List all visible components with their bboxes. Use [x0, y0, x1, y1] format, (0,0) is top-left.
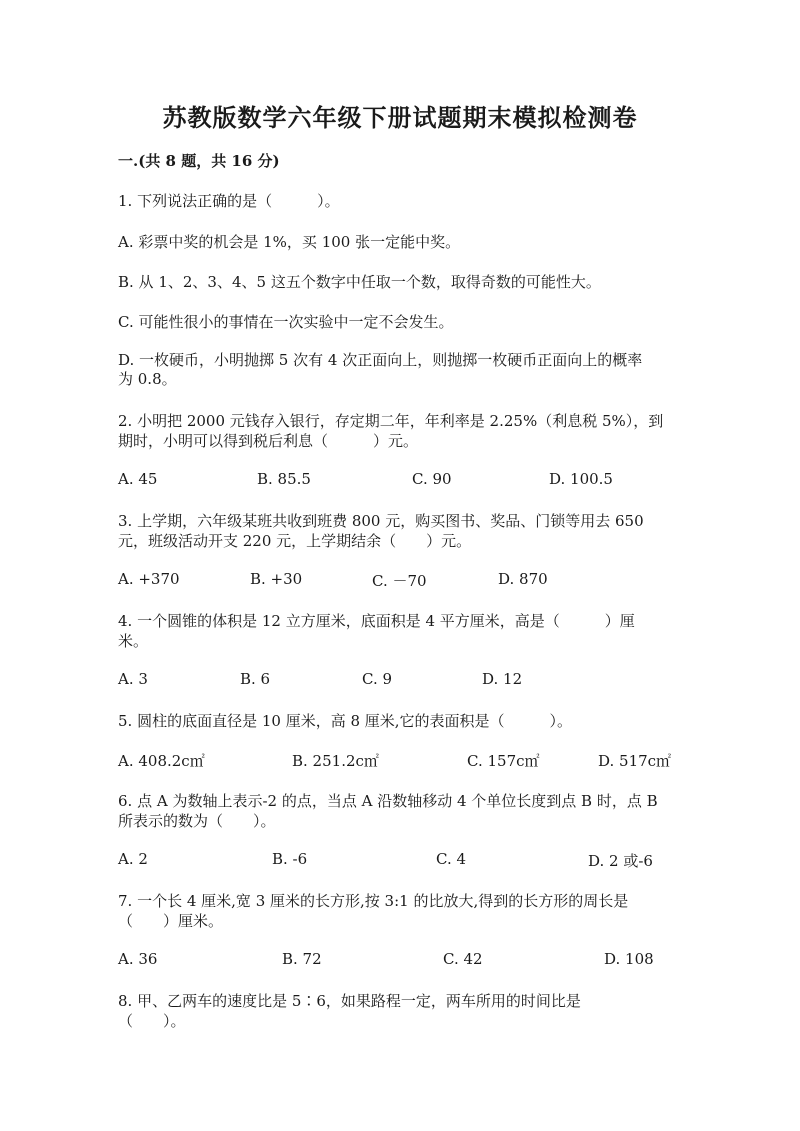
question-6-option-a: A. 2: [118, 850, 148, 868]
question-2-option-b: B. 85.5: [257, 470, 311, 488]
question-1-option-d-cont: 为 0.8。: [118, 370, 177, 388]
question-1-text: 1. 下列说法正确的是（ ）。: [118, 192, 340, 210]
question-4-option-b: B. 6: [240, 670, 271, 688]
question-6-text-line2: 所表示的数为（ ）。: [118, 812, 276, 830]
question-3-option-d: D. 870: [498, 570, 548, 588]
question-4-option-c: C. 9: [362, 670, 393, 688]
question-6-option-d: D. 2 或-6: [588, 852, 653, 870]
question-4-option-a: A. 3: [118, 670, 148, 688]
question-2-option-a: A. 45: [118, 470, 158, 488]
question-2-option-c: C. 90: [412, 470, 452, 488]
question-3-option-a: A. +370: [118, 570, 180, 588]
question-4-option-d: D. 12: [482, 670, 523, 688]
question-1-option-b: B. 从 1、2、3、4、5 这五个数字中任取一个数，取得奇数的可能性大。: [118, 273, 601, 291]
question-7-option-d: D. 108: [604, 950, 654, 968]
question-5-option-a: A. 408.2c㎡: [118, 752, 205, 770]
question-7-text-line1: 7. 一个长 4 厘米,宽 3 厘米的长方形,按 3:1 的比放大,得到的长方形的周长是: [118, 892, 629, 910]
question-7-text-line2: （ ）厘米。: [118, 912, 224, 930]
question-8-text-line2: （ ）。: [118, 1012, 186, 1030]
question-5-option-d: D. 517c㎡: [598, 752, 672, 770]
question-8-text-line1: 8. 甲、乙两车的速度比是 5∶6，如果路程一定，两车所用的时间比是: [118, 992, 581, 1010]
question-6-option-c: C. 4: [436, 850, 467, 868]
question-3-text-line2: 元，班级活动开支 220 元，上学期结余（ ）元。: [118, 532, 472, 550]
question-7-option-b: B. 72: [282, 950, 322, 968]
question-2-text-line1: 2. 小明把 2000 元钱存入银行，存定期二年，年利率是 2.25%（利息税 5%），到: [118, 412, 664, 430]
question-4-text-line1: 4. 一个圆锥的体积是 12 立方厘米，底面积是 4 平方厘米，高是（ ）厘: [118, 612, 635, 630]
page-title: 苏教版数学六年级下册试题期末模拟检测卷: [162, 103, 638, 132]
question-7-option-c: C. 42: [443, 950, 483, 968]
question-4-text-line2: 米。: [118, 632, 149, 650]
question-7-option-a: A. 36: [118, 950, 158, 968]
question-3-text-line1: 3. 上学期，六年级某班共收到班费 800 元，购买图书、奖品、门锁等用去 650: [118, 512, 644, 530]
question-3-option-c: C. －70: [372, 572, 427, 590]
question-1-option-a: A. 彩票中奖的机会是 1%，买 100 张一定能中奖。: [118, 233, 461, 251]
question-1-option-c: C. 可能性很小的事情在一次实验中一定不会发生。: [118, 313, 454, 331]
question-5-option-c: C. 157c㎡: [467, 752, 540, 770]
section-heading: 一.(共 8 题，共 16 分): [118, 152, 280, 170]
question-3-option-b: B. +30: [250, 570, 303, 588]
question-5-text: 5. 圆柱的底面直径是 10 厘米，高 8 厘米,它的表面积是（ ）。: [118, 712, 573, 730]
question-6-option-b: B. -6: [272, 850, 308, 868]
question-6-text-line1: 6. 点 A 为数轴上表示-2 的点，当点 A 沿数轴移动 4 个单位长度到点 B 时，点 B: [118, 792, 658, 810]
question-2-text-line2: 期时，小明可以得到税后利息（ ）元。: [118, 432, 419, 450]
question-2-option-d: D. 100.5: [549, 470, 613, 488]
question-5-option-b: B. 251.2c㎡: [292, 752, 379, 770]
question-1-option-d: D. 一枚硬币，小明抛掷 5 次有 4 次正面向上，则抛掷一枚硬币正面向上的概率: [118, 351, 643, 369]
